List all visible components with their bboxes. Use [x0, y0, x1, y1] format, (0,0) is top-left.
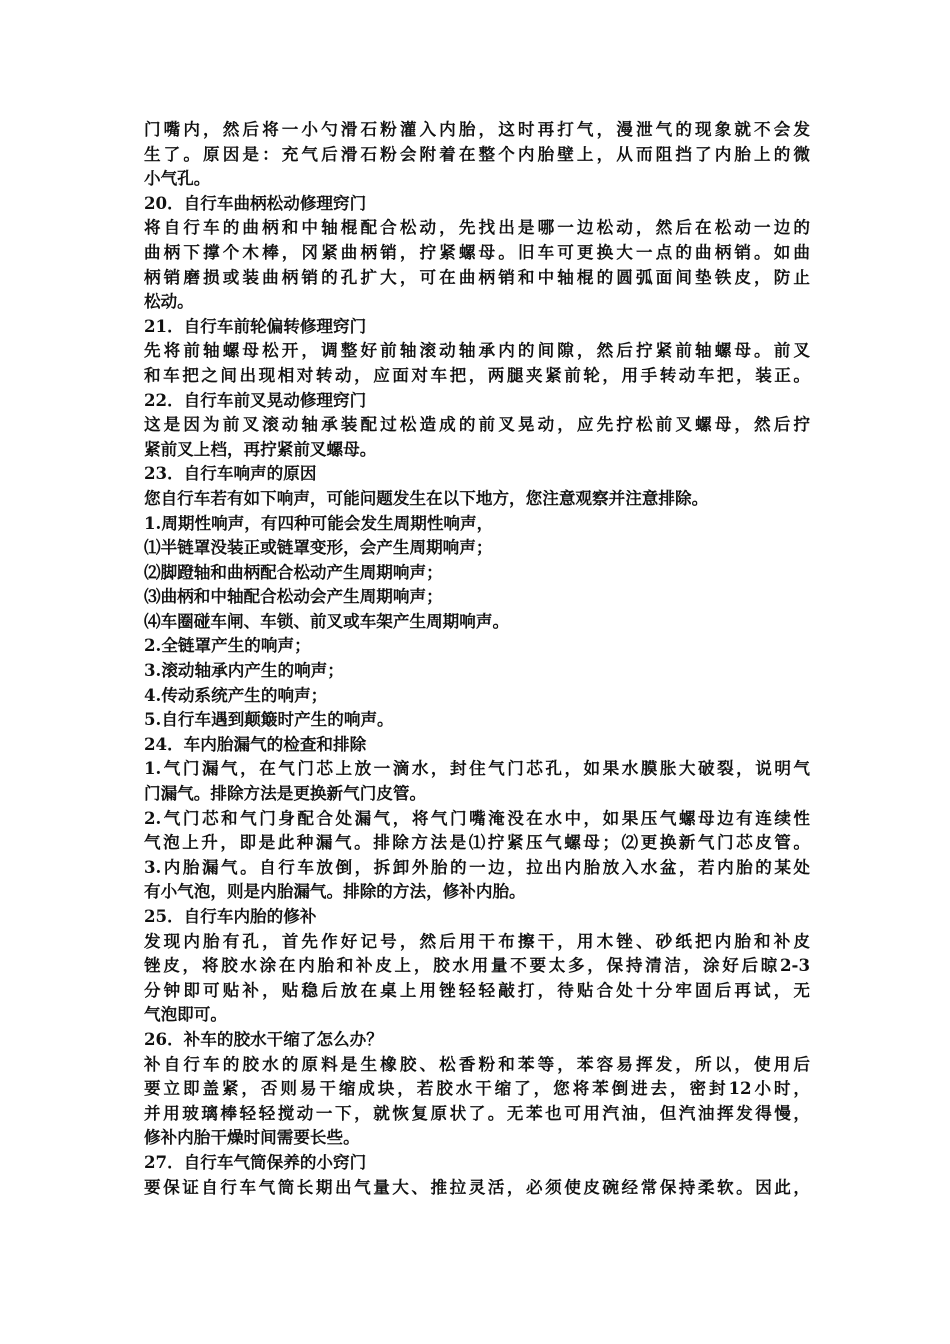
- text-line: 气泡上升，即是此种漏气。排除方法是⑴拧紧压气螺母；⑵更换新气门芯皮管。: [144, 832, 810, 853]
- text-line: 并用玻璃棒轻轻搅动一下，就恢复原状了。无苯也可用汽油，但汽油挥发得慢，: [144, 1102, 810, 1123]
- text-line: 22．自行车前叉晃动修理窍门: [144, 389, 367, 410]
- text-line: 柄销磨损或装曲柄销的孔扩大，可在曲柄销和中轴棍的圆弧面间垫铁皮，防止: [144, 266, 810, 287]
- text-line: 27．自行车气筒保养的小窍门: [144, 1151, 367, 1172]
- text-line: 门漏气。排除方法是更换新气门皮管。: [144, 783, 427, 804]
- text-line: 25．自行车内胎的修补: [144, 906, 317, 926]
- text-line: 门嘴内，然后将一小勺滑石粉灌入内胎，这时再打气，漫泄气的现象就不会发: [144, 119, 810, 139]
- text-line: 2.全链罩产生的响声；: [144, 635, 311, 656]
- text-line: 紧前叉上档，再拧紧前叉螺母。: [144, 438, 377, 459]
- text-line: 23．自行车响声的原因: [144, 463, 317, 484]
- text-line: 修补内胎干燥时间需要长些。: [144, 1127, 360, 1148]
- text-line: ⑷车圈碰车闸、车锁、前叉或车架产生周期响声。: [144, 610, 510, 631]
- text-line: 有小气泡，则是内胎漏气。排除的方法，修补内胎。: [144, 881, 526, 902]
- text-line: ⑶曲柄和中轴配合松动会产生周期响声；: [144, 586, 443, 607]
- text-line: 2.气门芯和气门身配合处漏气，将气门嘴淹没在水中，如果压气螺母边有连续性: [144, 807, 810, 828]
- text-line: 曲柄下撑个木棒，冈紧曲柄销，拧紧螺母。旧车可更换大一点的曲柄销。如曲: [144, 241, 810, 262]
- text-line: 要立即盖紧，否则易干缩成块，若胶水干缩了，您将苯倒进去，密封12小时，: [144, 1078, 810, 1099]
- text-line: 21．自行车前轮偏转修理窍门: [144, 315, 367, 336]
- text-line: 您自行车若有如下响声，可能问题发生在以下地方，您注意观察并注意排除。: [144, 487, 709, 508]
- document-body: [144, 117, 810, 1199]
- text-line: 锉皮，将胶水涂在内胎和补皮上，胶水用量不要太多，保持清洁，涂好后晾2-3: [144, 955, 810, 976]
- text-line: 和车把之间出现相对转动，应面对车把，两腿夹紧前轮，用手转动车把，装正。: [144, 364, 810, 385]
- text-line: 24．车内胎漏气的检查和排除: [144, 733, 367, 754]
- text-line: 要保证自行车气筒长期出气量大、推拉灵活，必须使皮碗经常保持柔软。因此，: [144, 1176, 810, 1197]
- text-line: 生了。原因是：充气后滑石粉会附着在整个内胎壁上，从而阻挡了内胎上的微: [144, 143, 810, 164]
- text-line: 3.滚动轴承内产生的响声；: [144, 660, 344, 681]
- text-line: 气泡即可。: [144, 1004, 227, 1025]
- text-line: ⑵脚蹬轴和曲柄配合松动产生周期响声；: [144, 561, 443, 582]
- text-line: 3.内胎漏气。自行车放倒，拆卸外胎的一边，拉出内胎放入水盆，若内胎的某处: [144, 856, 810, 877]
- text-line: ⑴半链罩没装正或链罩变形，会产生周期响声；: [144, 537, 493, 558]
- text-line: 这是因为前叉滚动轴承装配过松造成的前叉晃动，应先拧松前叉螺母，然后拧: [144, 414, 810, 435]
- text-line: 补自行车的胶水的原料是生橡胶、松香粉和苯等，苯容易挥发，所以，使用后: [144, 1053, 810, 1074]
- text-line: 分钟即可贴补，贴稳后放在桌上用锉轻轻敲打，待贴合处十分牢固后再试，无: [144, 979, 810, 1000]
- text-line: 1.气门漏气，在气门芯上放一滴水，封住气门芯孔，如果水膜胀大破裂，说明气: [144, 758, 810, 779]
- text-line: 先将前轴螺母松开，调整好前轴滚动轴承内的间隙，然后拧紧前轴螺母。前叉: [144, 340, 810, 361]
- text-line: 发现内胎有孔，首先作好记号，然后用干布擦干，用木锉、砂纸把内胎和补皮: [144, 930, 810, 951]
- text-line: 将自行车的曲柄和中轴棍配合松动，先找出是哪一边松动，然后在松动一边的: [144, 217, 810, 238]
- text-line: 26．补车的胶水干缩了怎么办？: [144, 1028, 383, 1049]
- text-line: 4.传动系统产生的响声；: [144, 684, 328, 705]
- text-line: 5.自行车遇到颠簸时产生的响声。: [144, 709, 394, 730]
- text-line: 1.周期性响声，有四种可能会发生周期性响声，: [144, 512, 494, 533]
- text-line: 松动。: [144, 291, 194, 312]
- text-line: 小气孔。: [144, 168, 211, 189]
- text-line: 20．自行车曲柄松动修理窍门: [144, 192, 367, 213]
